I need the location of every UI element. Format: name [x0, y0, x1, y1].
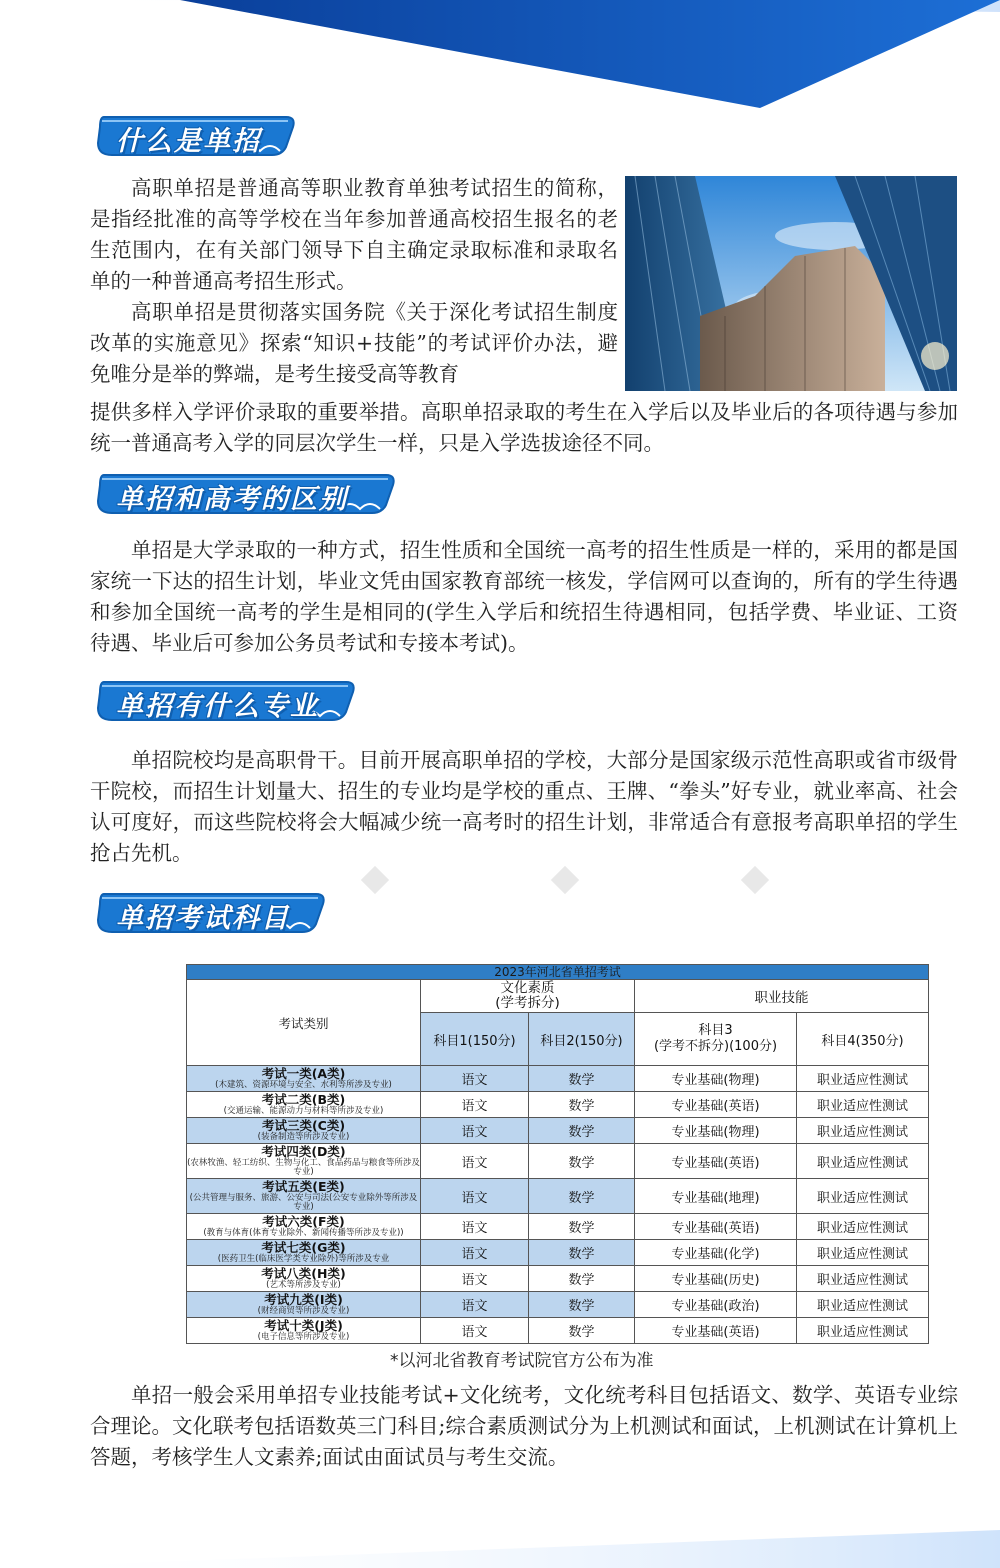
exam-subject-cell-2: 数学 [529, 1066, 635, 1092]
exam-subject-cell-4: 职业适应性测试 [797, 1092, 929, 1118]
section-heading-difference [90, 469, 400, 519]
exam-category-majors: (装备制造等所涉及专业) [257, 1132, 350, 1142]
exam-subject-cell-1: 语文 [421, 1118, 529, 1144]
exam-category-cell [187, 1179, 421, 1214]
exam-category-cell [187, 1240, 421, 1266]
section-heading-subjects [90, 888, 330, 938]
exam-subject-cell-4: 职业适应性测试 [797, 1292, 929, 1318]
exam-row [187, 1179, 929, 1214]
exam-category-name: 考试三类(C类) [261, 1118, 346, 1133]
culture-group-sub: (学考拆分) [495, 995, 560, 1011]
exam-category-name: 考试六类(F类) [262, 1214, 345, 1229]
exam-subject-cell-3: 专业基础(政治) [635, 1292, 797, 1318]
section-title: 什么是单招 [116, 126, 261, 157]
exam-category-majors: (财经商贸等所涉及专业) [257, 1306, 350, 1316]
exam-row [187, 1092, 929, 1118]
section1-paragraph-2a: 高职单招是贯彻落实国务院《关于深化考试招生制度改革的实施意见》探索“知识+技能”的考试评价办法，避免唯分是举的弊端，是考生接受高等教育 [90, 300, 618, 386]
exam-subject-table [186, 964, 929, 1344]
culture-group-label: 文化素质 [500, 980, 555, 996]
table-footnote: *以河北省教育考试院官方公布为准 [390, 1351, 654, 1371]
exam-category-majors: (木建筑、资源环境与安全、水利等所涉及专业) [215, 1080, 392, 1090]
exam-category-name: 考试九类(I类) [264, 1292, 343, 1307]
exam-subject-cell-4: 职业适应性测试 [797, 1118, 929, 1144]
exam-row [187, 1144, 929, 1179]
exam-subject-cell-1: 语文 [421, 1144, 529, 1179]
exam-category-cell [187, 1092, 421, 1118]
skill-group-label: 职业技能 [754, 990, 809, 1006]
exam-subject-cell-3: 专业基础(化学) [635, 1240, 797, 1266]
exam-subject-cell-4: 职业适应性测试 [797, 1144, 929, 1179]
exam-category-name: 考试七类(G类) [261, 1240, 346, 1255]
section4-paragraph: 单招一般会采用单招专业技能考试+文化统考，文化统考科目包括语文、数学、英语专业综合理论。文化联考包括语数英三门科目;综合素质测试分为上机测试和面试，上机测试在计算机上答题，考核学生人文素养;面试由面试员与考生交流。 [90, 1383, 958, 1469]
exam-subject-cell-1: 语文 [421, 1179, 529, 1214]
exam-subject-cell-3: 专业基础(英语) [635, 1092, 797, 1118]
exam-subject-cell-2: 数学 [529, 1179, 635, 1214]
section-title: 单招考试科目 [116, 903, 290, 934]
exam-subject-cell-3: 专业基础(历史) [635, 1266, 797, 1292]
section3-paragraph: 单招院校均是高职骨干。目前开展高职单招的学校，大部分是国家级示范性高职或省市级骨干院校，而招生计划量大、招生的专业均是学校的重点、王牌、“拳头”好专业，就业率高、社会认可度好，而这些院校将会大幅减少统一高考时的招生计划，非常适合有意报考高职单招的学生抢占先机。 [90, 748, 958, 865]
exam-subject-cell-4: 职业适应性测试 [797, 1266, 929, 1292]
exam-category-cell [187, 1066, 421, 1092]
header-subject-4: 科目4(350分) [797, 1013, 929, 1066]
exam-subject-cell-3: 专业基础(物理) [635, 1066, 797, 1092]
section1-paragraph-1: 高职单招是普通高等职业教育单独考试招生的简称，是指经批准的高等学校在当年参加普通高校招生报名的老生范围内，在有关部门领导下自主确定录取标准和录取名单的一种普通高考招生形式。 [90, 176, 618, 293]
exam-subject-cell-2: 数学 [529, 1292, 635, 1318]
exam-subject-cell-1: 语文 [421, 1066, 529, 1092]
exam-category-cell [187, 1214, 421, 1240]
exam-row [187, 1266, 929, 1292]
exam-subject-cell-1: 语文 [421, 1318, 529, 1344]
decorative-diamond [551, 866, 579, 894]
exam-category-name: 考试十类(J类) [264, 1318, 343, 1333]
exam-category-name: 考试四类(D类) [261, 1144, 346, 1159]
section-heading-what-is [90, 111, 300, 161]
exam-row [187, 1292, 929, 1318]
exam-category-name: 考试二类(B类) [261, 1092, 346, 1107]
exam-subject-cell-1: 语文 [421, 1092, 529, 1118]
table-title: 2023年河北省单招考试 [187, 965, 929, 980]
exam-category-majors: (艺术等所涉及专业) [266, 1280, 341, 1290]
exam-subject-cell-1: 语文 [421, 1214, 529, 1240]
header-subject-3 [635, 1013, 797, 1066]
header-culture-group [421, 980, 635, 1013]
header-category [187, 980, 421, 1066]
exam-category-cell [187, 1118, 421, 1144]
exam-subject-cell-3: 专业基础(英语) [635, 1214, 797, 1240]
exam-category-majors: (公共管理与服务、旅游、公安与司法(公安专业除外等所涉及专业) [189, 1193, 418, 1212]
section2-paragraph: 单招是大学录取的一种方式，招生性质和全国统一高考的招生性质是一样的，采用的都是国家统一下达的招生计划，毕业文凭由国家教育部统一核发，学信网可以查询的，所有的学生待遇和参加全国统一高考的学生是相同的(学生入学后和统招生待遇相同，包括学费、毕业证、工资待遇、毕业后可参加公务员考试和专接本考试)。 [90, 538, 958, 655]
subject-3-sub: (学考不拆分)(100分) [653, 1039, 778, 1054]
exam-category-name: 考试八类(H类) [261, 1266, 346, 1281]
exam-row [187, 1240, 929, 1266]
exam-subject-cell-2: 数学 [529, 1118, 635, 1144]
exam-category-cell [187, 1144, 421, 1179]
exam-category-majors: (教育与体育(体育专业除外、新闻传播等所涉及专业)) [203, 1228, 404, 1238]
exam-subject-cell-3: 专业基础(英语) [635, 1318, 797, 1344]
section-title: 单招和高考的区别 [116, 484, 348, 515]
exam-subject-cell-4: 职业适应性测试 [797, 1214, 929, 1240]
exam-subject-cell-4: 职业适应性测试 [797, 1240, 929, 1266]
exam-row [187, 1066, 929, 1092]
section1-paragraph-2b: 提供多样入学评价录取的重要举措。高职单招录取的考生在入学后以及毕业后的各项待遇与参加统一普通高考入学的同层次学生一样，只是入学选拔途径不同。 [90, 400, 958, 455]
exam-subject-cell-2: 数学 [529, 1240, 635, 1266]
exam-subject-cell-4: 职业适应性测试 [797, 1318, 929, 1344]
exam-category-majors: (交通运输、能源动力与材料等所涉及专业) [223, 1106, 384, 1116]
exam-subject-cell-4: 职业适应性测试 [797, 1066, 929, 1092]
exam-subject-cell-3: 专业基础(地理) [635, 1179, 797, 1214]
exam-category-name: 考试一类(A类) [261, 1066, 346, 1081]
exam-subject-cell-2: 数学 [529, 1214, 635, 1240]
header-category-label: 考试类别 [278, 1015, 329, 1031]
exam-subject-cell-2: 数学 [529, 1144, 635, 1179]
header-subject-2: 科目2(150分) [529, 1013, 635, 1066]
exam-subject-cell-2: 数学 [529, 1092, 635, 1118]
exam-category-cell [187, 1292, 421, 1318]
exam-subject-cell-3: 专业基础(英语) [635, 1144, 797, 1179]
header-subject-1: 科目1(150分) [421, 1013, 529, 1066]
exam-category-cell [187, 1318, 421, 1344]
header-skill-group [635, 980, 929, 1013]
bottom-banner-shape [0, 1520, 1000, 1568]
exam-subject-cell-2: 数学 [529, 1266, 635, 1292]
skyscraper-photo [625, 176, 957, 391]
exam-category-name: 考试五类(E类) [262, 1179, 345, 1194]
section-title: 单招有什么专业 [116, 691, 319, 722]
exam-row [187, 1118, 929, 1144]
exam-category-majors: (医药卫生(临床医学类专业除外)等所涉及专业 [217, 1254, 390, 1264]
exam-subject-cell-3: 专业基础(物理) [635, 1118, 797, 1144]
top-banner-shape [0, 0, 1000, 110]
exam-category-majors: (农林牧渔、轻工纺织、生物与化工、食品药品与粮食等所涉及专业) [187, 1158, 420, 1177]
exam-row [187, 1214, 929, 1240]
exam-category-cell [187, 1266, 421, 1292]
decorative-diamond [741, 866, 769, 894]
exam-subject-cell-1: 语文 [421, 1266, 529, 1292]
exam-row [187, 1318, 929, 1344]
exam-subject-cell-1: 语文 [421, 1292, 529, 1318]
section-heading-majors [90, 676, 360, 726]
subject-3-label: 科目3 [698, 1023, 733, 1038]
exam-category-majors: (电子信息等所涉及专业) [257, 1332, 350, 1342]
exam-subject-cell-1: 语文 [421, 1240, 529, 1266]
exam-subject-cell-4: 职业适应性测试 [797, 1179, 929, 1214]
exam-subject-cell-2: 数学 [529, 1318, 635, 1344]
decorative-diamond [361, 866, 389, 894]
